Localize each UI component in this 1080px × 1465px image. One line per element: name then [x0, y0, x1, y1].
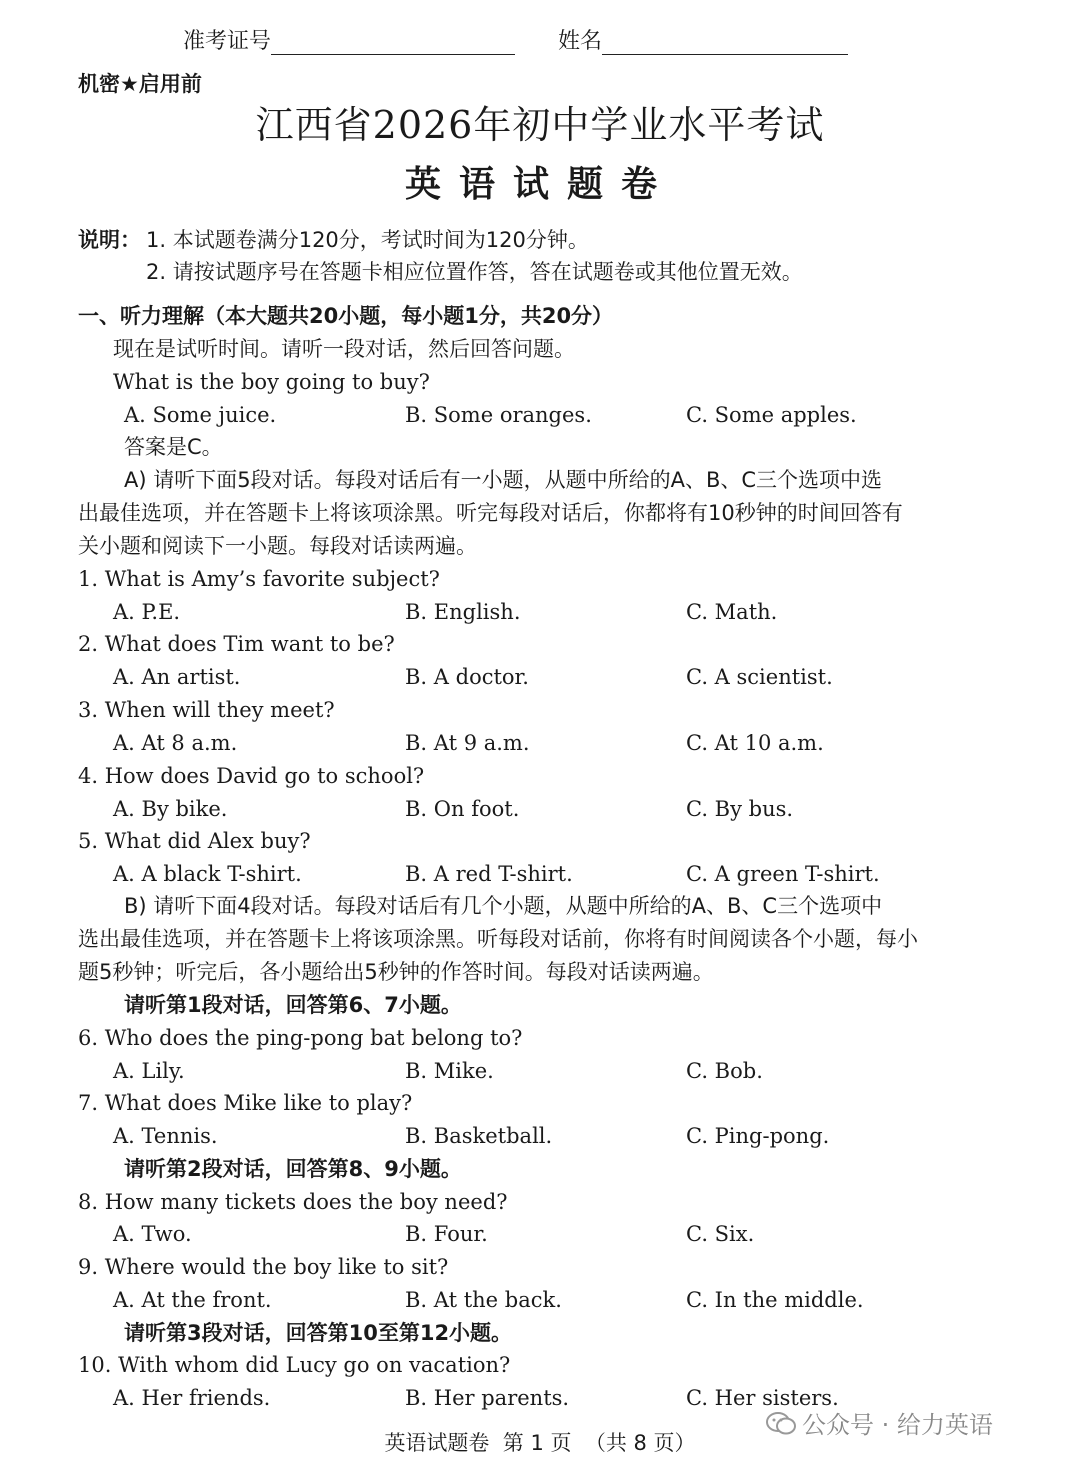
- trial-option-b: B. Some oranges.: [405, 403, 592, 427]
- question-6: 6. Who does the ping-pong bat belong to?: [78, 1026, 523, 1050]
- q8-option-b: B. Four.: [405, 1222, 488, 1246]
- q5-option-a: A. A black T-shirt.: [113, 862, 302, 886]
- exam-title: 江西省2026年初中学业水平考试: [255, 103, 825, 147]
- section-heading: 一、听力理解（本大题共20小题，每小题1分，共20分）: [78, 304, 614, 328]
- q7-option-c: C. Ping-pong.: [686, 1124, 830, 1148]
- q7-option-a: A. Tennis.: [113, 1124, 218, 1148]
- partB-instructions-3: 题5秒钟；听完后，各小题给出5秒钟的作答时间。每段对话读两遍。: [78, 960, 714, 984]
- name-label: 姓名: [558, 29, 603, 54]
- trial-intro: 现在是试听时间。请听一段对话，然后回答问题。: [113, 337, 575, 361]
- q2-option-c: C. A scientist.: [686, 665, 833, 689]
- q8-option-c: C. Six.: [686, 1222, 755, 1246]
- q4-option-c: C. By bus.: [686, 797, 794, 821]
- exam-number-field: [183, 24, 515, 55]
- q8-option-a: A. Two.: [113, 1222, 192, 1246]
- q4-option-b: B. On foot.: [405, 797, 520, 821]
- trial-answer: 答案是C。: [124, 435, 223, 459]
- trial-option-c: C. Some apples.: [686, 403, 857, 427]
- page-footer: 英语试题卷 第 1 页 （共 8 页）: [384, 1431, 696, 1455]
- q1-option-c: C. Math.: [686, 600, 778, 624]
- name-blank: [602, 30, 848, 55]
- partA-instructions-1: A) 请听下面5段对话。每段对话后有一小题，从题中所给的A、B、C三个选项中选: [124, 468, 883, 492]
- dialogue-2-heading: 请听第2段对话，回答第8、9小题。: [124, 1157, 462, 1181]
- q1-option-a: A. P.E.: [113, 600, 181, 624]
- trial-option-a: A. Some juice.: [124, 403, 277, 427]
- q2-option-b: B. A doctor.: [405, 665, 529, 689]
- q5-option-c: C. A green T-shirt.: [686, 862, 880, 886]
- q2-option-a: A. An artist.: [113, 665, 241, 689]
- watermark-text: 公众号 · 给力英语: [802, 1411, 993, 1439]
- q9-option-c: C. In the middle.: [686, 1288, 864, 1312]
- notes-label: 说明：: [78, 228, 141, 252]
- q4-option-a: A. By bike.: [113, 797, 228, 821]
- partB-instructions-1: B) 请听下面4段对话。每段对话后有几个小题，从题中所给的A、B、C三个选项中: [124, 894, 883, 918]
- q3-option-b: B. At 9 a.m.: [405, 731, 530, 755]
- question-2: 2. What does Tim want to be?: [78, 632, 395, 656]
- dialogue-1-heading: 请听第1段对话，回答第6、7小题。: [124, 993, 462, 1017]
- partA-instructions-2: 出最佳选项，并在答题卡上将该项涂黑。听完每段对话后，你都将有10秒钟的时间回答有: [78, 501, 903, 525]
- question-3: 3. When will they meet?: [78, 698, 335, 722]
- q10-option-a: A. Her friends.: [113, 1386, 271, 1410]
- question-10: 10. With whom did Lucy go on vacation?: [78, 1353, 511, 1377]
- q3-option-a: A. At 8 a.m.: [113, 731, 238, 755]
- question-9: 9. Where would the boy like to sit?: [78, 1255, 449, 1279]
- q7-option-b: B. Basketball.: [405, 1124, 553, 1148]
- q10-option-b: B. Her parents.: [405, 1386, 570, 1410]
- note-item-2: 2. 请按试题序号在答题卡相应位置作答，答在试题卷或其他位置无效。: [146, 260, 803, 284]
- secret-mark: 机密★启用前: [78, 72, 202, 96]
- note-item-1: 1. 本试题卷满分120分，考试时间为120分钟。: [146, 228, 589, 252]
- q9-option-b: B. At the back.: [405, 1288, 562, 1312]
- trial-question: What is the boy going to buy?: [113, 370, 430, 394]
- question-8: 8. How many tickets does the boy need?: [78, 1190, 508, 1214]
- q1-option-b: B. English.: [405, 600, 521, 624]
- partB-instructions-2: 选出最佳选项，并在答题卡上将该项涂黑。听每段对话前，你将有时间阅读各个小题，每小: [78, 927, 918, 951]
- q3-option-c: C. At 10 a.m.: [686, 731, 824, 755]
- q6-option-a: A. Lily.: [113, 1059, 185, 1083]
- exam-subtitle: 英语试题卷: [404, 164, 675, 205]
- question-4: 4. How does David go to school?: [78, 764, 425, 788]
- q6-option-b: B. Mike.: [405, 1059, 494, 1083]
- dialogue-3-heading: 请听第3段对话，回答第10至第12小题。: [124, 1321, 513, 1345]
- exam-number-blank: [271, 30, 515, 55]
- q9-option-a: A. At the front.: [113, 1288, 272, 1312]
- exam-number-label: 准考证号: [183, 29, 272, 54]
- q5-option-b: B. A red T-shirt.: [405, 862, 573, 886]
- q6-option-c: C. Bob.: [686, 1059, 763, 1083]
- name-field: [558, 24, 848, 55]
- question-1: 1. What is Amy’s favorite subject?: [78, 567, 440, 591]
- partA-instructions-3: 关小题和阅读下一小题。每段对话读两遍。: [78, 534, 477, 558]
- question-7: 7. What does Mike like to play?: [78, 1091, 413, 1115]
- question-5: 5. What did Alex buy?: [78, 829, 311, 853]
- q10-option-c: C. Her sisters.: [686, 1386, 839, 1410]
